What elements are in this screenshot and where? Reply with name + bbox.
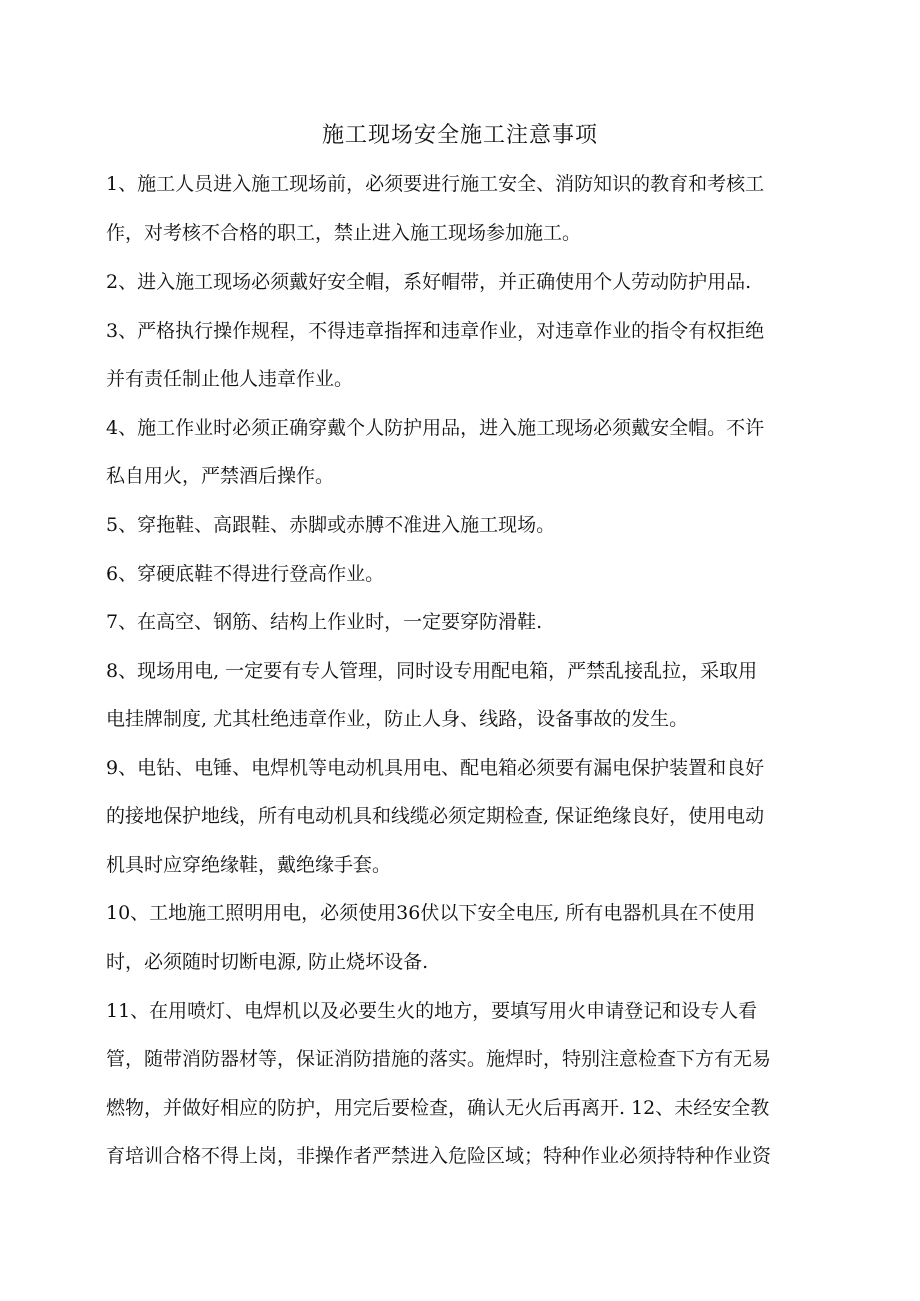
text-line-5: 并有责任制止他人违章作业。 <box>106 368 354 390</box>
text-line-7: 私自用火，严禁酒后操作。 <box>106 465 335 487</box>
text-line-6: 4、施工作业时必须正确穿戴个人防护用品，进入施工现场必须戴安全帽。不许 <box>106 417 765 439</box>
text-line-11: 8、现场用电, 一定要有专人管理，同时设专用配电箱，严禁乱接乱拉，采取用 <box>106 660 758 682</box>
text-line-10: 7、在高空、钢筋、结构上作业时，一定要穿防滑鞋. <box>106 611 543 633</box>
text-line-17: 时，必须随时切断电源, 防止烧坏设备. <box>106 951 429 973</box>
text-line-8: 5、穿拖鞋、高跟鞋、赤脚或赤膊不准进入施工现场。 <box>106 514 556 536</box>
text-line-16: 10、工地施工照明用电，必须使用36伏以下安全电压, 所有电器机具在不使用 <box>106 902 756 924</box>
text-line-20: 燃物，并做好相应的防护，用完后要检查，确认无火后再离开. 12、未经安全教 <box>106 1097 770 1119</box>
text-line-1: 1、施工人员进入施工现场前，必须要进行施工安全、消防知识的教育和考核工 <box>106 173 765 195</box>
text-line-18: 11、在用喷灯、电焊机以及必要生火的地方，要填写用火申请登记和设专人看 <box>106 1000 758 1022</box>
text-line-12: 电挂牌制度, 尤其杜绝违章作业，防止人身、线路，设备事故的发生。 <box>106 708 689 730</box>
text-line-13: 9、电钻、电锤、电焊机等电动机具用电、配电箱必须要有漏电保护装置和良好 <box>106 757 765 779</box>
text-line-21: 育培训合格不得上岗，非操作者严禁进入危险区域；特种作业必须持特种作业资 <box>106 1145 772 1167</box>
text-line-9: 6、穿硬底鞋不得进行登高作业。 <box>106 563 385 585</box>
text-line-2: 作，对考核不合格的职工，禁止进入施工现场参加施工。 <box>106 222 582 244</box>
text-line-19: 管，随带消防器材等，保证消防措施的落实。施焊时，特别注意检查下方有无易 <box>106 1048 772 1070</box>
text-line-14: 的接地保护地线，所有电动机具和线缆必须定期检查, 保证绝缘良好，使用电动 <box>106 805 765 827</box>
text-line-15: 机具时应穿绝缘鞋，戴绝缘手套。 <box>106 854 392 876</box>
page-title: 施工现场安全施工注意事项 <box>321 123 598 148</box>
text-line-3: 2、进入施工现场必须戴好安全帽，系好帽带，并正确使用个人劳动防护用品. <box>106 271 752 293</box>
text-line-4: 3、严格执行操作规程，不得违章指挥和违章作业，对违章作业的指令有权拒绝 <box>106 320 765 342</box>
